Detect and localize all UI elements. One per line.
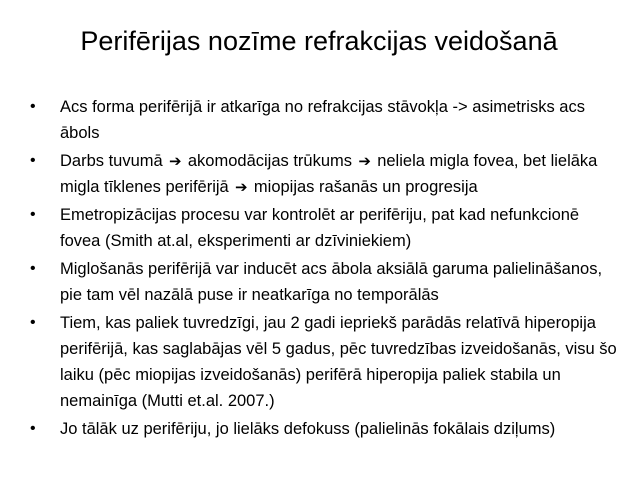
bullet-text: Jo tālāk uz perifēriju, jo lielāks defokuss (palielinās fokālais dziļums)	[60, 420, 556, 438]
bullet-list	[30, 94, 620, 444]
bullet-text: Emetropizācijas procesu var kontrolēt ar perifēriju, pat kad nefunkcionē fovea (Smith at.al, eksperimenti ar dzīviniekiem)	[60, 206, 580, 250]
bullet-item-1	[30, 94, 620, 146]
slide-title: Perifērijas nozīme refrakcijas veidošanā	[80, 26, 558, 56]
bullet-icon: •	[30, 260, 36, 277]
bullet-text-part: akomodācijas trūkums	[183, 152, 357, 170]
bullet-text: Miglošanās perifērijā var inducēt acs ābola aksiālā garuma palielināšanos, pie tam vēl nazālā puse ir neatkarīga no temporālās	[60, 260, 603, 304]
bullet-icon: •	[30, 152, 36, 169]
bullet-text: Tiem, kas paliek tuvredzīgi, jau 2 gadi iepriekš parādās relatīvā hiperopija perifērijā, kas saglabājas vēl 5 gadus, pēc tuvredzības izveidošanās, visu šo laiku (pēc miopijas izveidošanās) perifērā hiperopija paliek stabila un nemainīga (Mutti et.al. 2007.)	[60, 314, 617, 410]
bullet-icon: •	[30, 98, 36, 115]
bullet-text-part: neliela migla fovea, bet lielāka migla tīklenes perifērijā	[60, 152, 598, 196]
bullet-icon: •	[30, 420, 36, 437]
bullet-item-4	[30, 256, 620, 308]
bullet-item-5	[30, 310, 620, 414]
bullet-text: Acs forma perifērijā ir atkarīga no refrakcijas stāvokļa -> asimetrisks acs ābols	[60, 98, 585, 142]
right-arrow-icon: ➔	[235, 178, 248, 196]
bullet-icon: •	[30, 314, 36, 331]
right-arrow-icon: ➔	[358, 152, 371, 170]
bullet-text-part: Darbs tuvumā	[60, 152, 168, 170]
bullet-item-6	[30, 416, 620, 442]
bullet-item-2	[30, 148, 620, 200]
bullet-text-part: miopijas rašanās un progresija	[249, 178, 478, 196]
bullet-icon: •	[30, 206, 36, 223]
right-arrow-icon: ➔	[169, 152, 182, 170]
bullet-item-3	[30, 202, 620, 254]
